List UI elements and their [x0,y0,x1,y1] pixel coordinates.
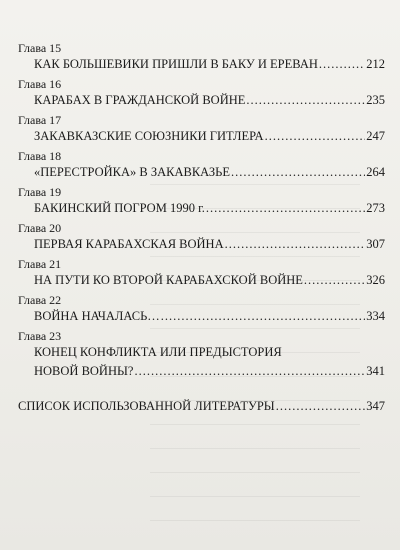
chapter-title: «ПЕРЕСТРОЙКА» В ЗАКАВКАЗЬЕ [34,165,230,179]
dot-leader [231,164,365,180]
chapter-label: Глава 23 [18,329,62,343]
chapter-title: КАК БОЛЬШЕВИКИ ПРИШЛИ В БАКУ И ЕРЕВАН [34,57,318,71]
page-number: 273 [366,201,385,215]
chapter-title-line [17,56,385,77]
chapter-title-line [17,200,385,221]
chapter-title-line [17,308,385,329]
toc-entry-chapter-22 [17,293,385,329]
page-number: 307 [366,237,385,251]
chapter-title: КАРАБАХ В ГРАЖДАНСКОЙ ВОЙНЕ [34,93,246,107]
page-number: 235 [366,93,385,107]
toc-entry-chapter-23 [17,329,385,384]
toc-entry-chapter-15 [17,41,385,77]
chapter-title-line [17,92,385,113]
chapter-title-part-2: НОВОЙ ВОЙНЫ? [34,364,134,378]
toc-entry-chapter-21 [17,257,385,293]
toc-entry-chapter-16 [17,77,385,113]
chapter-title-line [17,236,385,257]
dot-leader [225,236,366,252]
chapter-label: Глава 20 [18,221,62,235]
chapter-label: Глава 19 [18,185,62,199]
chapter-title-line [17,344,385,363]
page-number: 326 [366,273,385,287]
chapter-label: Глава 21 [18,257,62,271]
page-number: 334 [366,309,385,323]
page-number: 347 [366,399,385,413]
page-number: 212 [366,57,385,71]
dot-leader [265,128,366,144]
toc-entry-chapter-17 [17,113,385,149]
dot-leader [206,200,365,216]
chapter-title: ВОЙНА НАЧАЛАСЬ… [34,309,160,323]
page-number: 341 [366,364,385,378]
dot-leader [319,56,365,72]
page-number: 264 [366,165,385,179]
chapter-title: ЗАКАВКАЗСКИЕ СОЮЗНИКИ ГИТЛЕРА [34,129,264,143]
chapter-title: НА ПУТИ КО ВТОРОЙ КАРАБАХСКОЙ ВОЙНЕ [34,273,303,287]
dot-leader [304,272,365,288]
chapter-title-line [17,128,385,149]
dot-leader [134,363,365,379]
toc-entry-bibliography [17,398,385,419]
chapter-label: Глава 16 [18,77,62,91]
chapter-title-line [17,363,385,384]
table-of-contents [17,41,385,419]
chapter-title: ПЕРВАЯ КАРАБАХСКАЯ ВОЙНА [34,237,224,251]
bibliography-line [17,398,385,419]
chapter-label: Глава 22 [18,293,62,307]
chapter-title: БАКИНСКИЙ ПОГРОМ 1990 г. [34,201,205,215]
bibliography-title: СПИСОК ИСПОЛЬЗОВАННОЙ ЛИТЕРАТУРЫ [18,399,275,413]
dot-leader [276,398,366,414]
page-number: 247 [366,129,385,143]
chapter-label: Глава 15 [18,41,62,55]
chapter-title-line [17,272,385,293]
toc-entry-chapter-20 [17,221,385,257]
chapter-label: Глава 18 [18,149,62,163]
chapter-title-line [17,164,385,185]
dot-leader [161,308,365,324]
toc-entry-chapter-19 [17,185,385,221]
toc-entry-chapter-18 [17,149,385,185]
dot-leader [246,92,365,108]
chapter-title-part-1: КОНЕЦ КОНФЛИКТА ИЛИ ПРЕДЫСТОРИЯ [34,345,282,359]
chapter-label: Глава 17 [18,113,62,127]
